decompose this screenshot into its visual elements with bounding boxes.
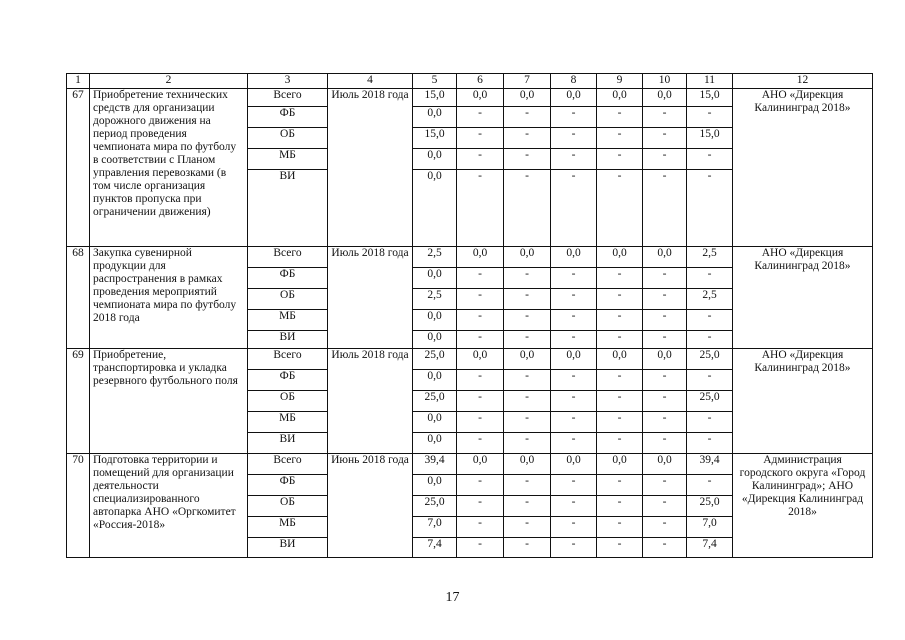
amount-cell: - [504, 310, 551, 331]
amount-cell: 2,5 [413, 247, 457, 268]
amount-cell: - [643, 517, 687, 538]
amount-cell: - [597, 331, 643, 349]
amount-cell: - [504, 391, 551, 412]
header-cell-8: 8 [551, 74, 597, 89]
amount-cell: - [597, 391, 643, 412]
amount-cell: 0,0 [643, 454, 687, 475]
amount-cell: - [551, 310, 597, 331]
funding-source: ФБ [248, 370, 328, 391]
header-cell-10: 10 [643, 74, 687, 89]
amount-cell: - [551, 331, 597, 349]
amount-cell: 0,0 [643, 349, 687, 370]
amount-cell: - [457, 289, 504, 310]
responsible-executor: АНО «Дирекция Калининград 2018» [733, 89, 873, 247]
implementation-period: Июнь 2018 года [328, 454, 413, 558]
amount-cell: - [551, 149, 597, 170]
amount-cell: 0,0 [457, 89, 504, 107]
amount-cell: - [643, 149, 687, 170]
amount-cell: 2,5 [687, 289, 733, 310]
amount-cell: - [504, 538, 551, 558]
amount-cell: 0,0 [551, 454, 597, 475]
amount-cell: - [643, 370, 687, 391]
funding-source: МБ [248, 310, 328, 331]
funding-source: ВИ [248, 170, 328, 247]
amount-cell: 0,0 [413, 412, 457, 433]
amount-cell: - [504, 370, 551, 391]
amount-cell: - [504, 475, 551, 496]
amount-cell: - [504, 268, 551, 289]
amount-cell: - [457, 412, 504, 433]
amount-cell: - [597, 538, 643, 558]
amount-cell: 15,0 [687, 89, 733, 107]
amount-cell: - [551, 496, 597, 517]
amount-cell: 0,0 [413, 475, 457, 496]
amount-cell: - [643, 170, 687, 247]
amount-cell: - [643, 268, 687, 289]
funding-source: ВИ [248, 538, 328, 558]
amount-cell: - [597, 310, 643, 331]
amount-cell: 0,0 [413, 170, 457, 247]
amount-cell: - [551, 289, 597, 310]
amount-cell: 7,0 [413, 517, 457, 538]
amount-cell: 0,0 [413, 310, 457, 331]
amount-cell: - [457, 538, 504, 558]
amount-cell: - [597, 496, 643, 517]
amount-cell: 25,0 [687, 496, 733, 517]
amount-cell: - [457, 310, 504, 331]
amount-cell: - [504, 289, 551, 310]
funding-source: Всего [248, 89, 328, 107]
implementation-period: Июль 2018 года [328, 89, 413, 247]
amount-cell: - [457, 268, 504, 289]
amount-cell: - [457, 107, 504, 128]
amount-cell: 0,0 [504, 247, 551, 268]
funding-source: ОБ [248, 128, 328, 149]
amount-cell: - [551, 538, 597, 558]
table-row [67, 89, 873, 107]
amount-cell: 7,4 [413, 538, 457, 558]
amount-cell: 0,0 [457, 349, 504, 370]
measure-name: Приобретение, транспортировка и укладка резервного футбольного поля [90, 349, 248, 454]
amount-cell: 0,0 [643, 89, 687, 107]
amount-cell: - [457, 433, 504, 454]
amount-cell: - [597, 170, 643, 247]
amount-cell: - [457, 517, 504, 538]
header-cell-5: 5 [413, 74, 457, 89]
amount-cell: - [551, 475, 597, 496]
funding-source: МБ [248, 412, 328, 433]
amount-cell: - [643, 433, 687, 454]
amount-cell: - [504, 107, 551, 128]
amount-cell: 0,0 [597, 349, 643, 370]
table-row [67, 349, 873, 370]
measure-name: Подготовка территории и помещений для организации деятельности специализированного автопарка АНО «Оргкомитет «Россия-2018» [90, 454, 248, 558]
funding-source: Всего [248, 349, 328, 370]
amount-cell: - [504, 128, 551, 149]
amount-cell: - [457, 170, 504, 247]
amount-cell: - [551, 128, 597, 149]
header-cell-6: 6 [457, 74, 504, 89]
amount-cell: - [504, 433, 551, 454]
funding-source: Всего [248, 247, 328, 268]
amount-cell: - [457, 475, 504, 496]
amount-cell: 0,0 [413, 149, 457, 170]
amount-cell: - [457, 331, 504, 349]
amount-cell: - [551, 517, 597, 538]
amount-cell: 0,0 [504, 454, 551, 475]
header-cell-11: 11 [687, 74, 733, 89]
funding-source: ВИ [248, 433, 328, 454]
amount-cell: - [687, 433, 733, 454]
amount-cell: 0,0 [413, 107, 457, 128]
amount-cell: 0,0 [413, 268, 457, 289]
amount-cell: - [457, 128, 504, 149]
header-cell-3: 3 [248, 74, 328, 89]
amount-cell: - [687, 331, 733, 349]
amount-cell: 25,0 [413, 391, 457, 412]
header-cell-4: 4 [328, 74, 413, 89]
amount-cell: - [687, 475, 733, 496]
amount-cell: 25,0 [687, 391, 733, 412]
amount-cell: - [457, 149, 504, 170]
amount-cell: - [504, 496, 551, 517]
row-number: 69 [67, 349, 90, 454]
amount-cell: 0,0 [413, 370, 457, 391]
amount-cell: 0,0 [504, 89, 551, 107]
amount-cell: 0,0 [413, 331, 457, 349]
row-number: 68 [67, 247, 90, 349]
amount-cell: - [457, 496, 504, 517]
amount-cell: - [551, 107, 597, 128]
amount-cell: 39,4 [413, 454, 457, 475]
amount-cell: 15,0 [687, 128, 733, 149]
amount-cell: 0,0 [413, 433, 457, 454]
header-row [67, 74, 873, 89]
amount-cell: 0,0 [504, 349, 551, 370]
amount-cell: 39,4 [687, 454, 733, 475]
funding-source: ОБ [248, 289, 328, 310]
amount-cell: - [597, 517, 643, 538]
funding-source: МБ [248, 149, 328, 170]
amount-cell: 0,0 [597, 89, 643, 107]
amount-cell: 7,4 [687, 538, 733, 558]
funding-source: ФБ [248, 268, 328, 289]
amount-cell: - [597, 289, 643, 310]
amount-cell: - [504, 170, 551, 247]
amount-cell: 25,0 [413, 349, 457, 370]
header-cell-1: 1 [67, 74, 90, 89]
amount-cell: - [597, 268, 643, 289]
amount-cell: 0,0 [551, 349, 597, 370]
amount-cell: - [643, 391, 687, 412]
amount-cell: - [597, 475, 643, 496]
amount-cell: - [643, 128, 687, 149]
amount-cell: - [551, 412, 597, 433]
amount-cell: 0,0 [457, 454, 504, 475]
amount-cell: 0,0 [551, 89, 597, 107]
amount-cell: - [551, 391, 597, 412]
amount-cell: - [504, 517, 551, 538]
amount-cell: 2,5 [687, 247, 733, 268]
responsible-executor: Администрация городского округа «Город Калининград»; АНО «Дирекция Калининград 2018» [733, 454, 873, 558]
amount-cell: - [457, 391, 504, 412]
amount-cell: - [504, 412, 551, 433]
amount-cell: - [643, 331, 687, 349]
amount-cell: - [597, 370, 643, 391]
amount-cell: 0,0 [551, 247, 597, 268]
header-cell-12: 12 [733, 74, 873, 89]
amount-cell: - [643, 289, 687, 310]
amount-cell: - [687, 149, 733, 170]
funding-source: ОБ [248, 496, 328, 517]
amount-cell: - [597, 433, 643, 454]
amount-cell: - [504, 331, 551, 349]
amount-cell: - [687, 370, 733, 391]
page-number: 17 [445, 590, 460, 605]
funding-source: Всего [248, 454, 328, 475]
amount-cell: - [687, 107, 733, 128]
amount-cell: 0,0 [597, 454, 643, 475]
amount-cell: - [551, 170, 597, 247]
amount-cell: - [687, 310, 733, 331]
amount-cell: - [551, 268, 597, 289]
funding-source: ОБ [248, 391, 328, 412]
amount-cell: - [643, 107, 687, 128]
amount-cell: - [687, 412, 733, 433]
funding-source: ВИ [248, 331, 328, 349]
table-row [67, 247, 873, 268]
amount-cell: 15,0 [413, 89, 457, 107]
amount-cell: - [457, 370, 504, 391]
measure-name: Закупка сувенирной продукции для распространения в рамках проведения мероприятий чемпионата мира по футболу 2018 года [90, 247, 248, 349]
amount-cell: - [504, 149, 551, 170]
amount-cell: - [643, 310, 687, 331]
amount-cell: - [687, 170, 733, 247]
measure-name: Приобретение технических средств для организации дорожного движения на период проведения чемпионата мира по футболу в соответствии с Планом управления перевозками (в том числе организация пунктов пропуска при ограничении движения) [90, 89, 248, 247]
amount-cell: - [597, 412, 643, 433]
amount-cell: 0,0 [457, 247, 504, 268]
amount-cell: - [643, 475, 687, 496]
amount-cell: 0,0 [597, 247, 643, 268]
responsible-executor: АНО «Дирекция Калининград 2018» [733, 247, 873, 349]
amount-cell: - [643, 538, 687, 558]
amount-cell: 15,0 [413, 128, 457, 149]
implementation-period: Июль 2018 года [328, 349, 413, 454]
amount-cell: - [597, 149, 643, 170]
header-cell-9: 9 [597, 74, 643, 89]
implementation-period: Июль 2018 года [328, 247, 413, 349]
responsible-executor: АНО «Дирекция Калининград 2018» [733, 349, 873, 454]
table-row [67, 454, 873, 475]
table-body [67, 89, 873, 558]
amount-cell: - [551, 370, 597, 391]
header-cell-7: 7 [504, 74, 551, 89]
amount-cell: - [551, 433, 597, 454]
funding-source: МБ [248, 517, 328, 538]
amount-cell: 0,0 [643, 247, 687, 268]
amount-cell: - [597, 128, 643, 149]
row-number: 70 [67, 454, 90, 558]
amount-cell: - [597, 107, 643, 128]
amount-cell: - [687, 268, 733, 289]
measures-table [66, 73, 873, 558]
amount-cell: 2,5 [413, 289, 457, 310]
funding-source: ФБ [248, 107, 328, 128]
amount-cell: 25,0 [413, 496, 457, 517]
funding-source: ФБ [248, 475, 328, 496]
header-cell-2: 2 [90, 74, 248, 89]
amount-cell: 25,0 [687, 349, 733, 370]
amount-cell: - [643, 496, 687, 517]
row-number: 67 [67, 89, 90, 247]
amount-cell: 7,0 [687, 517, 733, 538]
amount-cell: - [643, 412, 687, 433]
